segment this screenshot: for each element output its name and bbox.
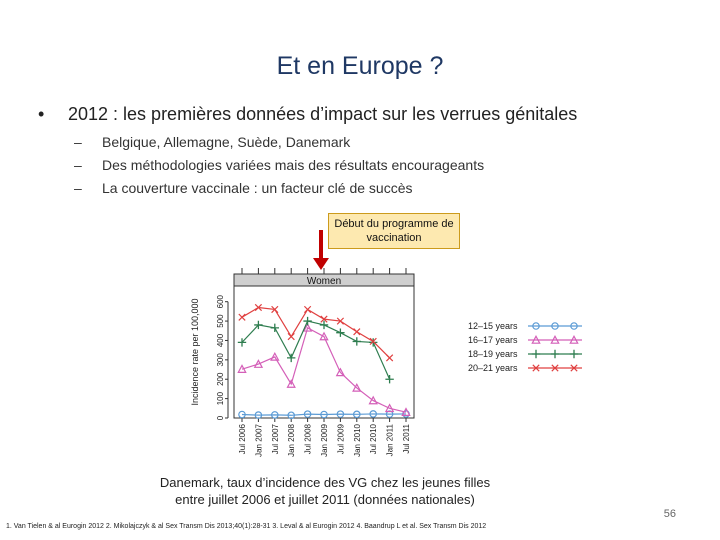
legend-label: 18–19 years [468,349,518,359]
dash-symbol: – [74,134,82,150]
bullet-dot: • [38,104,45,124]
main-bullet [38,104,577,125]
panel-label: Women [306,276,342,287]
references: 1. Van Tielen & al Eurogin 2012 2. Mikolajczyk & al Sex Transm Dis 2013;40(1):28-31 3. Leval & al Eurogin 2012 4. Baandrup L et al. Sex Transm Dis 2012 [6,523,487,530]
y-tick-label: 100 [216,391,225,406]
sub-bullet [74,134,350,150]
x-tick-label: Jul 2010 [369,424,379,455]
dash-symbol: – [74,157,82,173]
x-tick-label: Jan 2011 [385,424,395,457]
main-bullet-text: 2012 : les premières données d’impact sur les verrues génitales [68,104,578,124]
chart-caption [150,474,500,508]
x-tick-label: Jan 2008 [287,424,297,457]
slide-title: Et en Europe ? [276,52,444,80]
x-tick-label: Jul 2006 [238,424,247,455]
vaccination-start-callout: Début du programme de vaccination [328,213,460,249]
sub-bullet-text: Belgique, Allemagne, Suède, Danemark [102,134,351,150]
plot-area [234,274,414,418]
legend-label: 16–17 years [468,335,518,345]
y-tick-label: 300 [216,353,225,367]
y-tick-label: 400 [216,333,225,348]
x-tick-label: Jan 2007 [254,424,264,457]
sub-bullet-text: La couverture vaccinale : un facteur clé de succès [102,180,413,196]
y-axis-label: Incidence rate per 100,000 [190,298,200,406]
down-arrow-icon [319,230,323,260]
sub-bullet [74,157,484,173]
sub-bullet [74,180,413,196]
sub-bullet-text: Des méthodologies variées mais des résultats encourageants [102,157,485,173]
x-tick-label: Jul 2011 [402,424,411,454]
x-tick-label: Jan 2010 [352,424,362,457]
dash-symbol: – [74,180,82,196]
page-number: 56 [663,508,676,520]
legend-marker [532,350,540,358]
y-tick-label: 200 [216,372,225,386]
legend-marker [570,350,578,358]
legend-label: 20–21 years [468,363,518,373]
x-tick-label: Jan 2009 [320,424,329,457]
caption-line-2: entre juillet 2006 et juillet 2011 (données nationales) [175,492,475,507]
x-tick-label: Jul 2007 [270,424,280,455]
y-tick-label: 0 [216,415,225,421]
y-tick-label: 600 [216,295,225,309]
legend-marker [551,350,559,358]
x-tick-label: Jul 2009 [336,424,346,455]
x-tick-label: Jul 2008 [303,424,313,455]
incidence-chart [190,262,600,467]
y-tick-label: 500 [216,314,225,328]
legend-label: 12–15 years [468,321,518,331]
caption-line-1: Danemark, taux d’incidence des VG chez les jeunes filles [159,475,491,490]
